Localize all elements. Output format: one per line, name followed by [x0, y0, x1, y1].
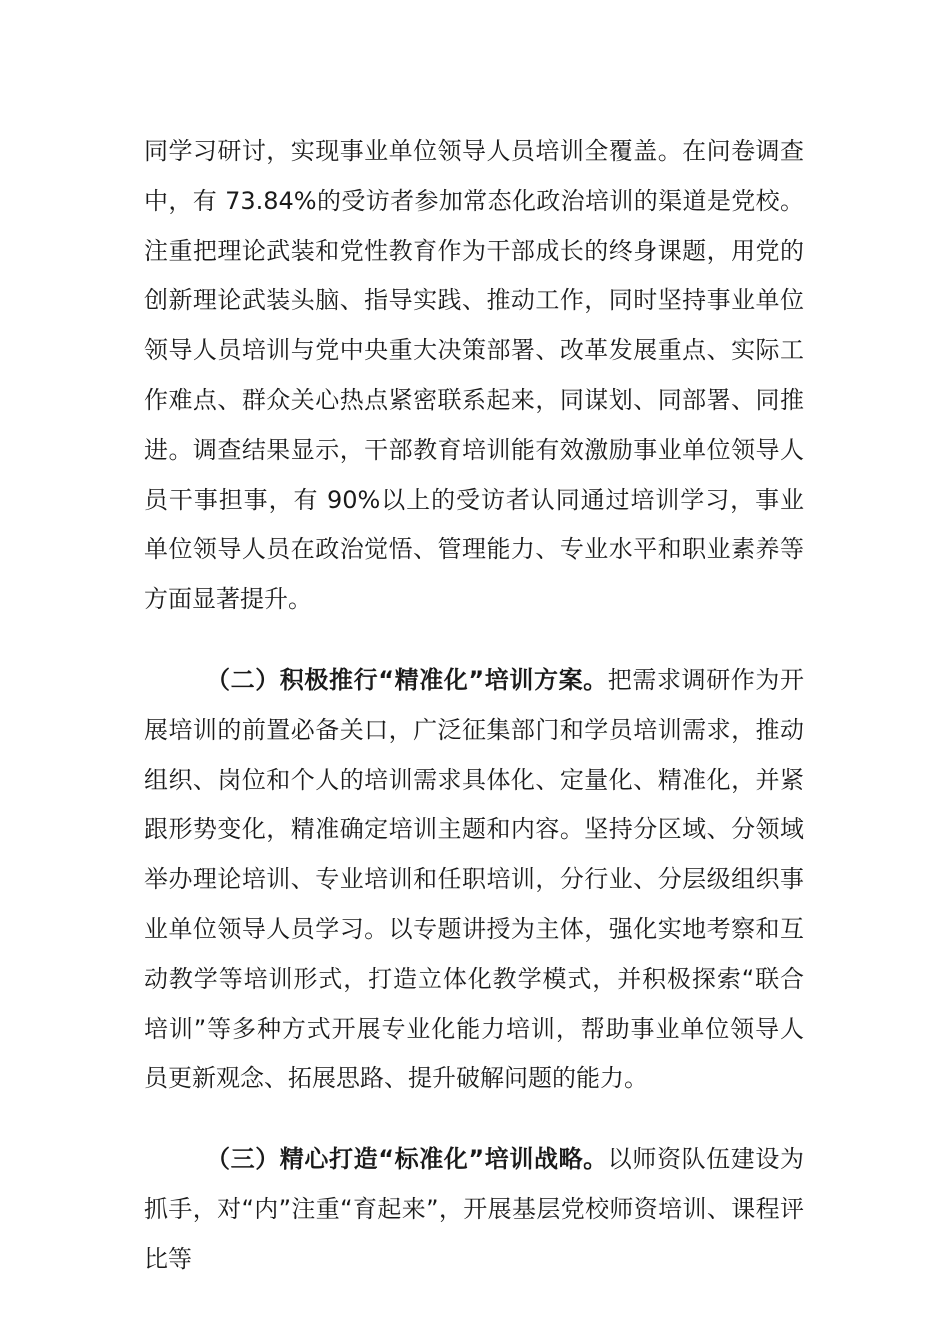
document-body — [144, 127, 804, 1285]
paragraph-standardized-training — [144, 1135, 804, 1284]
section-body-precision: 把需求调研作为开展培训的前置必备关口，广泛征集部门和学员培训需求，推动组织、岗位和个人的培训需求具体化、定量化、精准化，并紧跟形势变化，精准确定培训主题和内容。坚持分区域、分领域举办理论培训、专业培训和任职培训，分行业、分层级组织事业单位领导人员学习。以专题讲授为主体，强化实地考察和互动教学等培训形式，打造立体化教学模式，并积极探索“联合培训”等多种方式开展专业化能力培训，帮助事业单位领导人员更新观念、拓展思路、提升破解问题的能力。 — [144, 665, 805, 1093]
section-heading-precision: （二）积极推行“精准化”培训方案。 — [206, 665, 608, 694]
paragraph-training-coverage: 同学习研讨，实现事业单位领导人员培训全覆盖。在问卷调查中，有 73.84%的受访者参加常态化政治培训的渠道是党校。注重把理论武装和党性教育作为干部成长的终身课题，用党的创新理论武装头脑、指导实践、推动工作，同时坚持事业单位领导人员培训与党中央重大决策部署、改革发展重点、实际工作难点、群众关心热点紧密联系起来，同谋划、同部署、同推进。调查结果显示，干部教育培训能有效激励事业单位领导人员干事担事，有 90%以上的受访者认同通过培训学习，事业单位领导人员在政治觉悟、管理能力、专业水平和职业素养等方面显著提升。 — [144, 137, 804, 614]
section-body-standardized: 以师资队伍建设为抓手，对“内”注重“育起来”，开展基层党校师资培训、课程评比等 — [144, 1145, 805, 1273]
paragraph-precision-training — [144, 656, 804, 1104]
section-heading-standardized: （三）精心打造“标准化”培训战略。 — [206, 1145, 608, 1174]
